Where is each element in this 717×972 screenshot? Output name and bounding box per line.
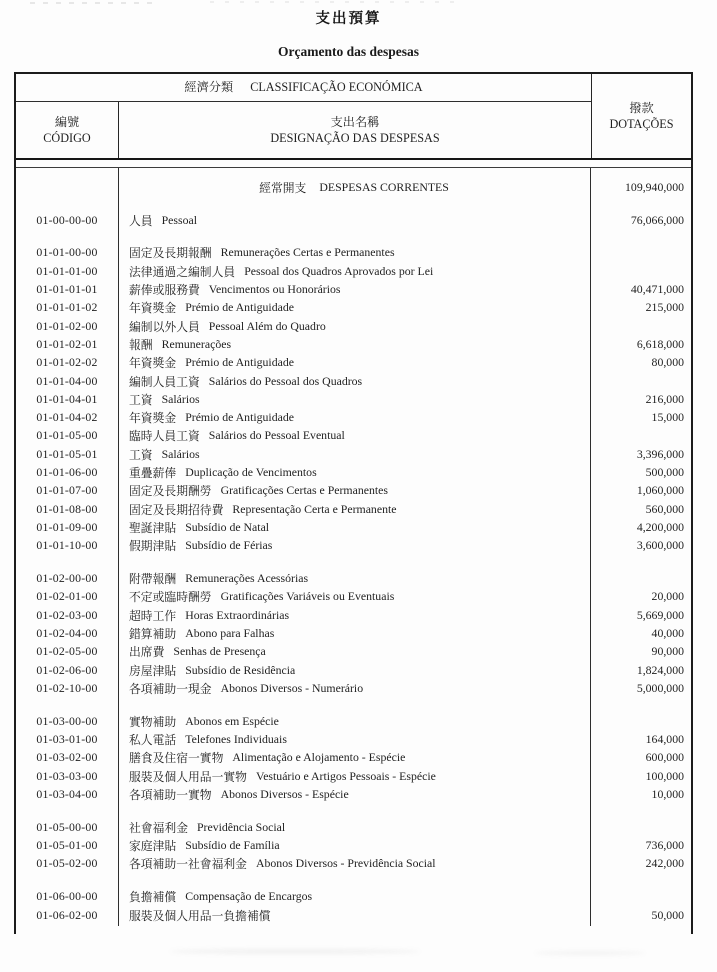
allocation-label-zh: 撥款 [629, 101, 654, 115]
designation-pt: Vencimentos ou Honorários [208, 282, 341, 297]
row-code: 01-01-02-01 [36, 336, 98, 351]
designation-pt: Remunerações [161, 336, 232, 351]
row-code: 01-01-10-00 [36, 538, 98, 553]
row-amount: 20,000 [651, 589, 684, 604]
row-code: 01-03-02-00 [36, 750, 98, 765]
header-double-rule [16, 158, 691, 168]
designation-zh: 臨時人員工資 [129, 429, 200, 444]
row-amount: 76,066,000 [630, 212, 684, 227]
row-amount: 6,618,000 [636, 336, 684, 351]
designation-zh: 工資 [129, 447, 153, 462]
row-amount [601, 804, 691, 819]
row-code: 01-01-08-00 [36, 501, 98, 516]
row-designation [118, 730, 601, 748]
row-amount: 80,000 [651, 355, 684, 370]
designation-zh: 超時工作 [129, 608, 177, 623]
designation-zh: 法律通過之編制人員 [129, 264, 236, 279]
designation-zh: 出席費 [129, 645, 165, 660]
designation-zh: 年資獎金 [129, 356, 177, 371]
row-designation [118, 372, 601, 390]
row-designation [118, 818, 601, 836]
code-label-zh: 編號 [54, 115, 80, 129]
designation-zh: 私人電話 [129, 733, 177, 748]
row-designation [118, 299, 601, 317]
designation-zh: 負擔補償 [129, 890, 177, 905]
designation-zh: 錯算補助 [129, 626, 177, 641]
designation-pt: Prémio de Antiguidade [185, 355, 294, 370]
column-divider [118, 168, 119, 926]
row-amount [601, 372, 691, 390]
designation-pt: Alimentação e Alojamento - Espécie [232, 750, 406, 765]
row-code: 01-03-04-00 [36, 786, 98, 801]
row-designation [118, 262, 601, 280]
designation-zh: 不定或臨時酬勞 [129, 590, 212, 605]
header-allocation-cell [592, 74, 691, 158]
designation-pt: Previdência Social [197, 819, 286, 834]
row-amount: 10,000 [651, 786, 684, 801]
row-amount [601, 196, 691, 211]
row-code [16, 196, 118, 211]
row-code: 01-01-01-01 [36, 282, 98, 297]
row-code: 01-03-03-00 [36, 768, 98, 783]
designation-pt: Remunerações Certas e Permanentes [220, 245, 395, 260]
row-code: 01-01-04-02 [36, 410, 98, 425]
row-designation [118, 661, 601, 679]
row-designation [118, 555, 601, 570]
row-amount: 5,669,000 [636, 607, 684, 622]
designation-pt: Subsídio de Família [185, 838, 280, 853]
row-amount: 215,000 [645, 300, 684, 315]
row-amount [601, 569, 691, 587]
designation-pt: Representação Certa e Permanente [232, 501, 397, 516]
row-code: 01-02-03-00 [36, 607, 98, 622]
designation-zh: 社會福利金 [129, 820, 188, 835]
scan-artifact [535, 951, 645, 955]
row-code: 01-01-09-00 [36, 519, 98, 534]
designation-pt: Gratificações Variáveis ou Eventuais [220, 589, 395, 604]
designation-zh: 假期津貼 [129, 539, 177, 554]
scan-artifact [170, 949, 420, 954]
row-designation [118, 390, 601, 408]
row-amount: 4,200,000 [636, 519, 684, 534]
row-code [16, 698, 118, 713]
row-designation [118, 698, 601, 713]
row-designation [118, 463, 601, 481]
designation-zh: 各項補助一社會福利金 [129, 857, 247, 872]
row-code [16, 178, 118, 196]
row-code: 01-05-00-00 [36, 819, 98, 834]
row-designation [118, 427, 601, 445]
row-amount: 3,396,000 [636, 446, 684, 461]
designation-zh: 年資獎金 [129, 301, 177, 316]
row-code: 01-01-02-02 [36, 355, 98, 370]
row-designation [118, 873, 601, 888]
row-amount: 3,600,000 [636, 538, 684, 553]
designation-pt: Gratificações Certas e Permanentes [220, 483, 388, 498]
designation-zh: 重疊薪俸 [129, 465, 177, 480]
row-code [16, 229, 118, 244]
designation-zh: 各項補助一現金 [129, 681, 212, 696]
designation-zh: 報酬 [129, 337, 153, 352]
row-code: 01-00-00-00 [36, 212, 98, 227]
designation-pt: Salários do Pessoal dos Quadros [208, 373, 363, 388]
row-designation [118, 518, 601, 536]
designation-pt: Subsídio de Férias [185, 538, 273, 553]
designation-pt: Abonos Diversos - Previdência Social [255, 856, 436, 871]
row-designation [118, 280, 601, 298]
designation-zh: 服裝及個人用品一負擔補償 [129, 908, 271, 923]
row-amount: 40,471,000 [630, 282, 684, 297]
row-amount: 5,000,000 [636, 680, 684, 695]
row-amount [601, 873, 691, 888]
header-subrow [16, 102, 591, 158]
designation-pt: Compensação de Encargos [185, 889, 313, 904]
row-amount: 216,000 [645, 391, 684, 406]
header-classification [16, 74, 591, 102]
row-designation [118, 408, 601, 426]
designation-zh: 實物補助 [129, 714, 177, 729]
designation-zh: 人員 [129, 213, 153, 228]
designation-pt: Pessoal dos Quadros Aprovados por Lei [244, 263, 434, 278]
designation-zh: 工資 [129, 392, 153, 407]
designation-zh: 房屋津貼 [129, 663, 177, 678]
designation-label-pt: DESIGNAÇÃO DAS DESPESAS [270, 131, 440, 145]
header-designation-cell [119, 102, 591, 158]
classification-label-pt: CLASSIFICAÇÃO ECONÓMICA [250, 80, 423, 94]
scan-artifact [30, 2, 160, 4]
row-code: 01-01-01-02 [36, 300, 98, 315]
row-code: 01-01-07-00 [36, 483, 98, 498]
row-designation [118, 482, 601, 500]
designation-pt: Senhas de Presença [173, 644, 266, 659]
designation-zh: 年資獎金 [129, 411, 177, 426]
row-code: 01-03-01-00 [36, 732, 98, 747]
page-title: 支出預算 [315, 11, 382, 27]
budget-table [14, 72, 693, 934]
row-designation [118, 606, 601, 624]
row-designation [118, 445, 601, 463]
row-code: 01-02-06-00 [36, 662, 98, 677]
code-label-pt: CÓDIGO [43, 131, 91, 145]
row-designation [118, 888, 601, 906]
allocation-label-pt: DOTAÇÕES [609, 117, 674, 131]
page-subtitle: Orçamento das despesas [278, 44, 419, 59]
row-amount: 560,000 [645, 501, 684, 516]
row-code: 01-01-00-00 [36, 245, 98, 260]
row-code: 01-06-00-00 [36, 889, 98, 904]
row-designation [118, 335, 601, 353]
designation-zh: 家庭津貼 [129, 839, 177, 854]
designation-zh: 附帶報酬 [129, 572, 177, 587]
row-designation [118, 749, 601, 767]
row-code [16, 873, 118, 888]
designation-pt: DESPESAS CORRENTES [319, 179, 449, 194]
designation-pt: Salários [161, 391, 200, 406]
row-designation [118, 196, 601, 211]
row-code [16, 555, 118, 570]
row-amount [601, 244, 691, 262]
designation-pt: Duplicação de Vencimentos [185, 464, 317, 479]
designation-pt: Salários do Pessoal Eventual [208, 428, 345, 443]
designation-pt: Subsídio de Natal [185, 519, 270, 534]
classification-label-zh: 經濟分類 [184, 80, 234, 94]
row-amount [601, 698, 691, 713]
row-amount: 164,000 [645, 732, 684, 747]
row-designation [118, 643, 601, 661]
row-amount [601, 427, 691, 445]
row-code: 01-01-01-00 [36, 263, 98, 278]
row-amount [601, 262, 691, 280]
header-code-cell [16, 102, 119, 158]
designation-pt: Horas Extraordinárias [185, 607, 290, 622]
row-amount: 109,940,000 [625, 179, 684, 194]
row-designation [118, 229, 601, 244]
row-code: 01-01-02-00 [36, 318, 98, 333]
designation-zh: 各項補助一實物 [129, 787, 212, 802]
row-designation [118, 588, 601, 606]
row-amount [601, 818, 691, 836]
row-designation [118, 785, 601, 803]
row-designation [118, 767, 601, 785]
designation-pt: Subsídio de Residência [185, 662, 296, 677]
row-code: 01-01-06-00 [36, 464, 98, 479]
row-amount [601, 229, 691, 244]
row-designation [118, 712, 601, 730]
row-code: 01-06-02-00 [36, 907, 98, 922]
designation-pt: Abonos em Espécie [185, 713, 279, 728]
row-amount: 50,000 [651, 907, 684, 922]
row-designation [118, 500, 601, 518]
row-code: 01-05-02-00 [36, 856, 98, 871]
row-code: 01-02-05-00 [36, 644, 98, 659]
row-designation [118, 569, 601, 587]
designation-pt: Vestuário e Artigos Pessoais - Espécie [255, 768, 436, 783]
column-divider [590, 168, 591, 926]
row-amount: 242,000 [645, 856, 684, 871]
designation-pt: Abono para Falhas [185, 625, 275, 640]
designation-zh: 固定及長期報酬 [129, 246, 212, 261]
row-code: 01-02-10-00 [36, 680, 98, 695]
row-designation [118, 354, 601, 372]
designation-pt: Salários [161, 446, 200, 461]
designation-pt: Telefones Individuais [185, 732, 287, 747]
row-amount [601, 555, 691, 570]
designation-zh: 固定及長期酬勞 [129, 484, 212, 499]
row-designation [118, 804, 601, 819]
row-designation [118, 906, 601, 924]
row-designation [118, 855, 601, 873]
row-designation [118, 178, 590, 196]
row-code: 01-03-00-00 [36, 713, 98, 728]
designation-pt: Pessoal Além do Quadro [208, 318, 326, 333]
row-code [16, 804, 118, 819]
row-amount: 15,000 [651, 410, 684, 425]
designation-zh: 編制人員工資 [129, 374, 200, 389]
scan-artifact [210, 1, 460, 3]
designation-pt: Pessoal [161, 212, 198, 227]
row-code: 01-02-04-00 [36, 625, 98, 640]
designation-pt: Abonos Diversos - Espécie [220, 786, 349, 801]
row-designation [118, 244, 601, 262]
designation-zh: 固定及長期招待費 [129, 502, 224, 517]
row-amount: 1,060,000 [636, 483, 684, 498]
designation-pt: Prémio de Antiguidade [185, 410, 294, 425]
row-code: 01-01-05-00 [36, 428, 98, 443]
row-amount: 90,000 [651, 644, 684, 659]
row-amount: 500,000 [645, 464, 684, 479]
designation-pt: Remunerações Acessórias [185, 571, 309, 586]
row-amount [601, 888, 691, 906]
designation-label-zh: 支出名稱 [330, 115, 380, 129]
designation-zh: 薪俸或服務費 [129, 283, 200, 298]
row-code: 01-01-04-00 [36, 373, 98, 388]
row-code: 01-01-04-01 [36, 391, 98, 406]
row-amount [601, 712, 691, 730]
designation-pt: Abonos Diversos - Numerário [220, 680, 364, 695]
row-designation [118, 679, 601, 697]
row-designation [118, 537, 601, 555]
row-amount: 40,000 [651, 625, 684, 640]
designation-zh: 服裝及個人用品一實物 [129, 769, 247, 784]
row-code: 01-01-05-01 [36, 446, 98, 461]
table-header [16, 74, 691, 158]
designation-pt: Prémio de Antiguidade [185, 300, 294, 315]
row-designation [118, 624, 601, 642]
row-code: 01-02-00-00 [36, 571, 98, 586]
row-amount [601, 317, 691, 335]
row-amount: 100,000 [645, 768, 684, 783]
designation-zh: 編制以外人員 [129, 319, 200, 334]
header-left-block [16, 74, 592, 158]
designation-zh: 聖誕津貼 [129, 520, 177, 535]
row-code: 01-05-01-00 [36, 838, 98, 853]
row-designation [118, 211, 601, 229]
row-designation [118, 836, 601, 854]
designation-zh: 經常開支 [259, 180, 307, 195]
row-designation [118, 317, 601, 335]
row-amount: 736,000 [645, 838, 684, 853]
row-amount: 1,824,000 [636, 662, 684, 677]
designation-zh: 膳食及住宿一實物 [129, 751, 224, 766]
row-amount: 600,000 [645, 750, 684, 765]
row-code: 01-02-01-00 [36, 589, 98, 604]
table-body [16, 168, 691, 934]
